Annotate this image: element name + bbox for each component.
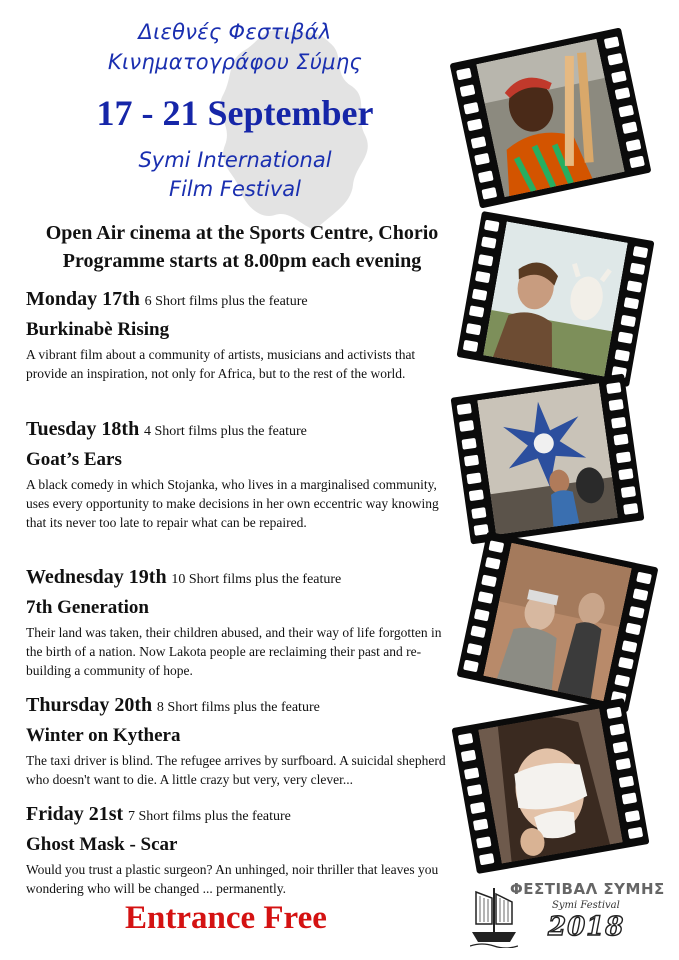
film-still-ghost-mask	[451, 698, 649, 874]
shorts-count: 8 Short films plus the feature	[156, 700, 320, 715]
feature-title: Ghost Mask - Scar	[26, 834, 178, 855]
feature-description: A black comedy in which Stojanka, who lives in a marginalised community, uses every opportunity to make decisions in her own eccentric way knowing that its never too late to repair what can be repaired.	[26, 477, 439, 530]
shorts-count: 6 Short films plus the feature	[144, 294, 308, 309]
english-title-line2: Film Festival	[168, 177, 302, 201]
greek-title-line2: Κινηματογράφου Σύμης	[107, 50, 363, 74]
programme-day	[26, 288, 446, 383]
logo-script-text: Symi Festival	[552, 900, 620, 911]
entrance-free-banner: Entrance Free	[125, 900, 327, 936]
festival-dates: 17 - 21 September	[96, 93, 374, 133]
day-name: Wednesday 19th	[26, 566, 167, 588]
shorts-count: 10 Short films plus the feature	[171, 572, 342, 587]
feature-title: Winter on Kythera	[26, 725, 181, 746]
day-heading	[26, 694, 446, 719]
programme-day	[26, 803, 446, 898]
day-name: Thursday 20th	[26, 694, 153, 716]
feature-description: A vibrant film about a community of artists, musicians and activists that provide an inspiration, not only for Africa, but to the rest of the world.	[26, 347, 416, 381]
film-still-7th-generation	[451, 374, 645, 545]
feature-description: Would you trust a plastic surgeon? An unhinged, noir thriller that leaves you wondering who will be changed ... permanently.	[26, 862, 439, 896]
feature-description: The taxi driver is blind. The refugee arrives by surfboard. A suicidal shepherd who doesn't want to die. A little crazy but very, very clever...	[26, 753, 446, 787]
day-name: Monday 17th	[26, 288, 140, 310]
logo-greek-text: ΦΕΣΤΙΒΑΛ ΣΥΜΗΣ	[510, 880, 665, 898]
greek-title-line1: Διεθνές Φεστιβάλ	[138, 20, 332, 44]
venue-line: Open Air cinema at the Sports Centre, Chorio	[45, 222, 439, 244]
film-still-photo	[476, 39, 625, 198]
day-name: Friday 21st	[26, 803, 124, 825]
feature-title: Goat’s Ears	[26, 449, 122, 470]
english-title-line1: Symi International	[138, 148, 332, 172]
feature-title: 7th Generation	[26, 597, 149, 618]
feature-title: Burkinabè Rising	[26, 319, 170, 340]
day-heading	[26, 566, 446, 591]
film-still-photo	[483, 543, 632, 702]
feature-description: Their land was taken, their children abused, and their way of life forgotten in the birth of a nation. Now Lakota people are reclaiming their past and re-building a community of hope.	[26, 625, 442, 678]
shorts-count: 4 Short films plus the feature	[143, 424, 307, 439]
start-time-line: Programme starts at 8.00pm each evening	[62, 250, 422, 272]
film-still-photo	[483, 221, 628, 376]
programme-day	[26, 694, 446, 789]
film-still-photo	[477, 383, 618, 535]
film-still-photo	[478, 708, 623, 863]
film-still-goats-ears	[456, 211, 654, 387]
day-heading	[26, 803, 446, 828]
festival-logo	[470, 878, 670, 950]
programme-day	[26, 566, 446, 680]
programme-day	[26, 418, 446, 532]
film-still-burkinabe	[450, 27, 652, 208]
day-heading	[26, 418, 446, 443]
day-heading	[26, 288, 446, 313]
logo-year: 2018	[548, 912, 625, 942]
shorts-count: 7 Short films plus the feature	[127, 809, 291, 824]
day-name: Tuesday 18th	[26, 418, 140, 440]
film-still-kythera	[457, 531, 659, 712]
